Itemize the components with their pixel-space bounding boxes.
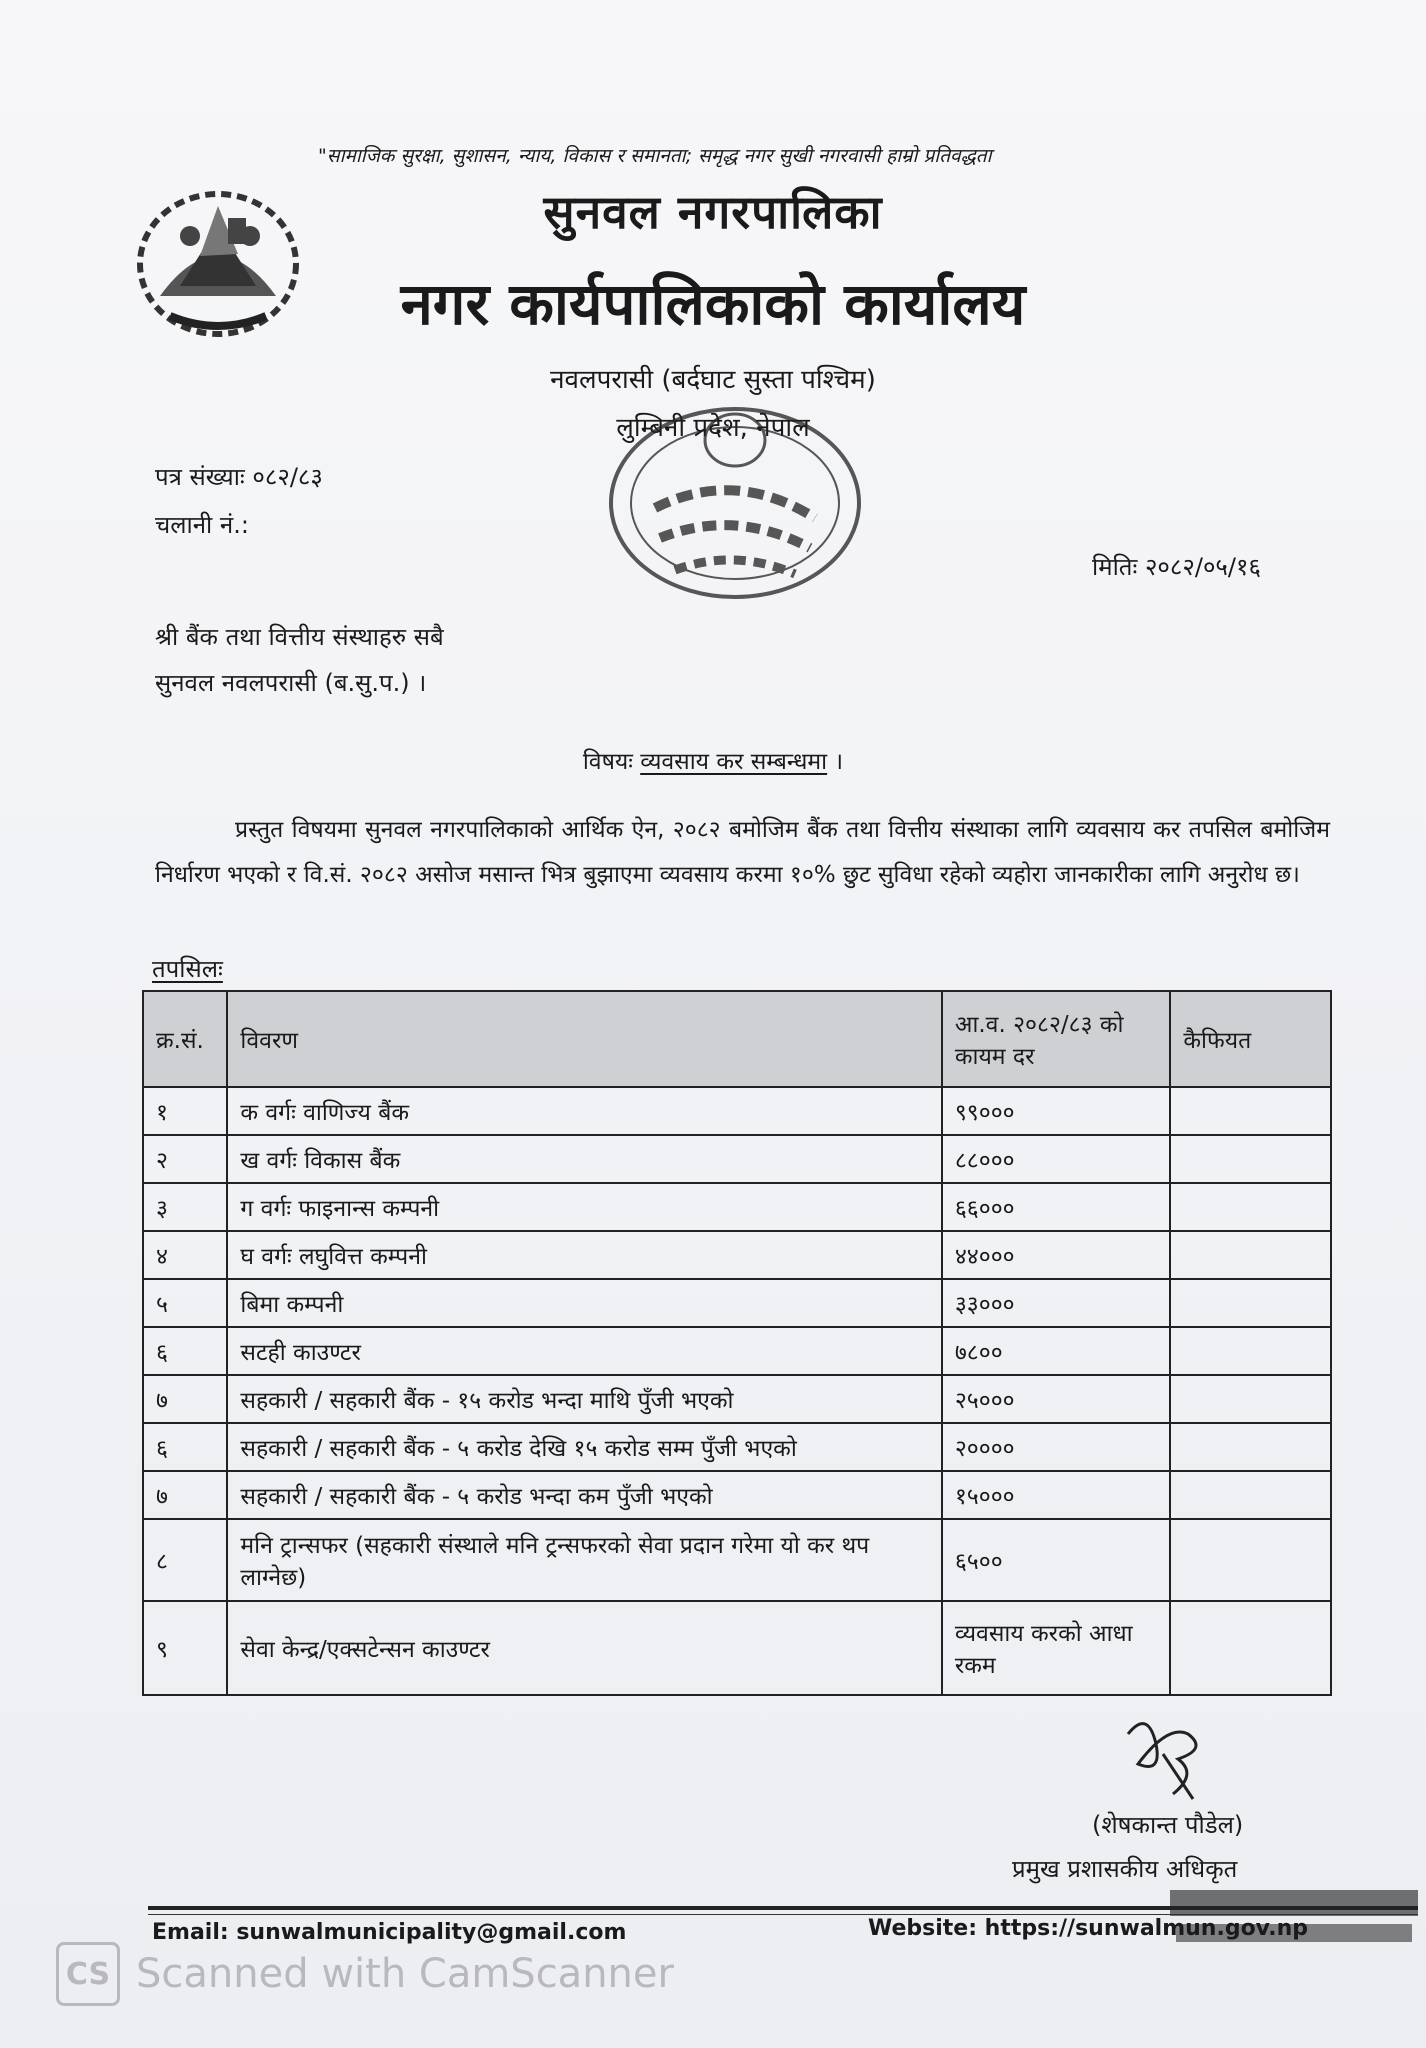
table-row xyxy=(143,1601,1331,1695)
motto: "सामाजिक सुरक्षा, सुशासन, न्याय, विकास र समानता; समृद्ध नगर सुखी नगरवासी हाम्रो प्रतिवद्धता xyxy=(318,145,992,167)
footer-divider-thin xyxy=(148,1914,1418,1915)
subject-label: विषयः xyxy=(582,749,633,775)
column-header-remarks: कैफियत xyxy=(1170,991,1331,1087)
cell-remarks xyxy=(1170,1423,1331,1471)
cell-remarks xyxy=(1170,1519,1331,1601)
official-seal xyxy=(600,398,870,608)
recipient-line-1: श्री बैंक तथा वित्तीय संस्थाहरु सबै xyxy=(155,623,444,651)
letter-date: मितिः २०८२/०५/१६ xyxy=(1092,553,1261,581)
cell-description: मनि ट्रान्सफर (सहकारी संस्थाले मनि ट्रन्सफरको सेवा प्रदान गरेमा यो कर थप लाग्नेछ) xyxy=(227,1519,941,1601)
column-header-description: विवरण xyxy=(227,991,941,1087)
cell-remarks xyxy=(1170,1135,1331,1183)
office-title: नगर कार्यपालिकाको कार्यालय xyxy=(400,270,1026,338)
cell-remarks xyxy=(1170,1279,1331,1327)
cell-description: ख वर्गः विकास बैंक xyxy=(227,1135,941,1183)
cell-remarks xyxy=(1170,1231,1331,1279)
handwritten-signature xyxy=(1118,1704,1218,1804)
cell-rate: ३३००० xyxy=(942,1279,1171,1327)
camscanner-text: Scanned with CamScanner xyxy=(136,1951,674,1997)
cell-rate: २५००० xyxy=(942,1375,1171,1423)
dispatch-number: चलानी नं.: xyxy=(155,511,249,539)
cell-remarks xyxy=(1170,1327,1331,1375)
recipient-line-2: सुनवल नवलपरासी (ब.सु.प.) । xyxy=(155,669,427,697)
signatory-name: (शेषकान्त पौडेल) xyxy=(1092,1811,1244,1839)
cell-sn: ६ xyxy=(143,1327,227,1375)
cell-description: सटही काउण्टर xyxy=(227,1327,941,1375)
table-row xyxy=(143,1231,1331,1279)
cell-description: सेवा केन्द्र/एक्सटेन्सन काउण्टर xyxy=(227,1601,941,1695)
subject-text: व्यवसाय कर सम्बन्धमा xyxy=(640,749,828,775)
cell-remarks xyxy=(1170,1375,1331,1423)
letter-body: प्रस्तुत विषयमा सुनवल नगरपालिकाको आर्थिक ऐन, २०८२ बमोजिम बैंक तथा वित्तीय संस्थाका लागि व्यवसाय कर तपसिल बमोजिम निर्धारण भएको र वि.सं. २०८२ असोज मसान्त भित्र बुझाएमा व्यवसाय करमा १०% छुट सुविधा रहेको व्यहोरा जानकारीका लागि अनुरोध छ। xyxy=(155,817,1330,888)
address-line-1: नवलपरासी (बर्दघाट सुस्ता पश्चिम) xyxy=(550,365,876,395)
reference-number: पत्र संख्याः ०८२/८३ xyxy=(155,463,323,491)
cell-rate: व्यवसाय करको आधा रकम xyxy=(942,1601,1171,1695)
signatory-title: प्रमुख प्रशासकीय अधिकृत xyxy=(1012,1855,1238,1883)
cell-description: ग वर्गः फाइनान्स कम्पनी xyxy=(227,1183,941,1231)
cell-sn: १ xyxy=(143,1087,227,1135)
cell-description: सहकारी / सहकारी बैंक - ५ करोड देखि १५ करोड सम्म पुँजी भएको xyxy=(227,1423,941,1471)
table-row xyxy=(143,1087,1331,1135)
cell-sn: ६ xyxy=(143,1423,227,1471)
cell-description: क वर्गः वाणिज्य बैंक xyxy=(227,1087,941,1135)
cell-remarks xyxy=(1170,1471,1331,1519)
cell-sn: ४ xyxy=(143,1231,227,1279)
cell-remarks xyxy=(1170,1601,1331,1695)
table-row xyxy=(143,1327,1331,1375)
subject xyxy=(0,744,1426,776)
camscanner-watermark xyxy=(56,1942,674,2006)
cell-description: बिमा कम्पनी xyxy=(227,1279,941,1327)
footer-website: Website: https://sunwalmun.gov.np xyxy=(868,1916,1308,1941)
cell-rate: ९९००० xyxy=(942,1087,1171,1135)
cell-sn: ३ xyxy=(143,1183,227,1231)
cell-description: सहकारी / सहकारी बैंक - ५ करोड भन्दा कम पुँजी भएको xyxy=(227,1471,941,1519)
cell-description: सहकारी / सहकारी बैंक - १५ करोड भन्दा माथि पुँजी भएको xyxy=(227,1375,941,1423)
cell-rate: २०००० xyxy=(942,1423,1171,1471)
cell-sn: ९ xyxy=(143,1601,227,1695)
cell-remarks xyxy=(1170,1087,1331,1135)
table-row xyxy=(143,1279,1331,1327)
cell-remarks xyxy=(1170,1183,1331,1231)
address-line-2: लुम्बिनी प्रदेश, नेपाल xyxy=(616,413,810,443)
cell-description: घ वर्गः लघुवित्त कम्पनी xyxy=(227,1231,941,1279)
footer-email: Email: sunwalmunicipality@gmail.com xyxy=(152,1920,627,1945)
cell-rate: ६६००० xyxy=(942,1183,1171,1231)
column-header-sn: क्र.सं. xyxy=(143,991,227,1087)
table-row xyxy=(143,1471,1331,1519)
municipality-name: सुनवल नगरपालिका xyxy=(543,185,883,239)
cell-sn: ५ xyxy=(143,1279,227,1327)
cell-rate: ७८०० xyxy=(942,1327,1171,1375)
subject-end: । xyxy=(827,749,844,775)
table-row xyxy=(143,1423,1331,1471)
cell-sn: ८ xyxy=(143,1519,227,1601)
table-row xyxy=(143,1375,1331,1423)
table-row xyxy=(143,1519,1331,1601)
cell-rate: ६५०० xyxy=(942,1519,1171,1601)
cell-sn: २ xyxy=(143,1135,227,1183)
cell-sn: ७ xyxy=(143,1375,227,1423)
cell-sn: ७ xyxy=(143,1471,227,1519)
table-row xyxy=(143,1183,1331,1231)
column-header-rate: आ.व. २०८२/८३ को कायम दर xyxy=(942,991,1171,1087)
details-heading: तपसिलः xyxy=(152,955,223,983)
tax-rate-table xyxy=(142,990,1332,1696)
table-row xyxy=(143,1135,1331,1183)
cell-rate: ८८००० xyxy=(942,1135,1171,1183)
table-header-row xyxy=(143,991,1331,1087)
cell-rate: १५००० xyxy=(942,1471,1171,1519)
cell-rate: ४४००० xyxy=(942,1231,1171,1279)
camscanner-icon: CS xyxy=(56,1942,120,2006)
footer-divider xyxy=(148,1906,1418,1910)
